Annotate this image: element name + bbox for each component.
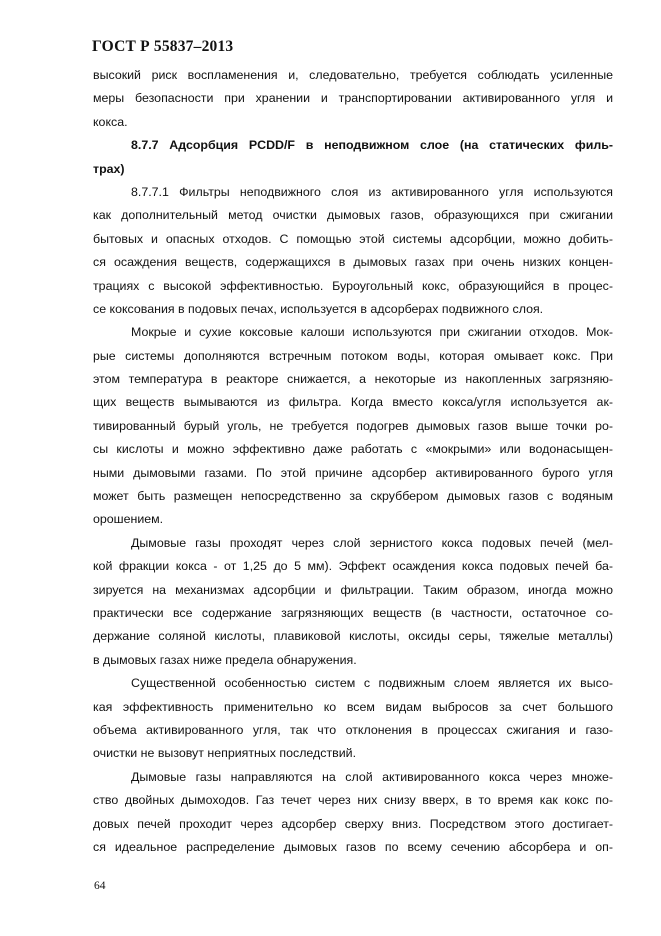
text-line: Дымовые газы проходят через слой зернистого кокса подовых печей (мел-	[131, 535, 613, 550]
text-line: щих веществ вымываются из фильтра. Когда вместо кокса/угля используется ак-	[93, 395, 613, 410]
text-line: ся осаждения веществ, содержащихся в дымовых газах при очень низких концен-	[93, 255, 613, 270]
text-line: держание соляной кислоты, плавиковой кислоты, оксиды серы, тяжелые металлы)	[93, 629, 613, 644]
text-line: зируется на механизмах адсорбции и фильтрации. Таким образом, иногда можно	[93, 582, 613, 597]
text-line: рые системы дополняются встречным потоком воды, которая омывает кокс. При	[93, 348, 613, 363]
text-line: ся идеальное распределение дымовых газов по всему сечению абсорбера и оп-	[93, 839, 613, 854]
text-line: Мокрые и сухие коксовые калоши используются при сжигании отходов. Мок-	[131, 325, 613, 340]
document-body	[93, 64, 613, 859]
paragraph-wet-dry-coke	[93, 321, 613, 532]
text-line: тивированный бурый уголь, не требуется подогрев дымовых газов выше точки ро-	[93, 418, 613, 433]
text-line: Дымовые газы направляются на слой активированного кокса через множе-	[131, 769, 613, 784]
text-line: этом температура в реакторе снижается, а некоторые из накопленных загрязняю-	[93, 372, 613, 387]
paragraph-continuation	[93, 64, 613, 134]
text-line: очистки не вызовут неприятных последствий.	[93, 746, 357, 761]
text-line: бытовых и опасных отходов. С помощью этой системы адсорбции, можно добить-	[93, 231, 613, 246]
document-header: ГОСТ Р 55837–2013	[92, 38, 234, 55]
text-line: практически все содержание загрязняющих веществ (в частности, остаточное со-	[93, 605, 613, 620]
text-line: кая эффективность применительно ко всем видам выбросов за счет большого	[93, 699, 613, 714]
text-line: довых печей проходит через адсорбер сверху вниз. Посредством этого достигает-	[93, 816, 613, 831]
text-line: может быть размещен непосредственно за скруббером дымовых газов с водяным	[93, 489, 613, 504]
text-line: Существенной особенностью систем с подвижным слоем является их высо-	[131, 676, 613, 691]
text-line: ными дымовыми газами. По этой причине адсорбер активированного бурого угля	[93, 465, 613, 480]
text-line: се коксования в подовых печах, используется в адсорберах подвижного слоя.	[93, 301, 544, 316]
text-line: высокий риск воспламенения и, следовательно, требуется соблюдать усиленные	[93, 68, 613, 82]
text-line: кой фракции кокса - от 1,25 до 5 мм). Эффект осаждения кокса подовых печей ба-	[93, 559, 613, 574]
paragraph-moving-bed	[93, 672, 613, 766]
page-number: 64	[94, 880, 106, 892]
paragraph-8-7-7-1	[93, 181, 613, 321]
heading-line: 8.7.7 Адсорбция PCDD/F в неподвижном слое (на статических филь-	[131, 138, 613, 153]
text-line: в дымовых газах ниже предела обнаружения.	[93, 652, 357, 667]
text-line: сы кислоты и можно эффективно даже работать с «мокрыми» или водонасыщен-	[93, 442, 613, 457]
paragraph-gas-direction	[93, 766, 613, 860]
text-line: трациях с высокой эффективностью. Буроугольный кокс, образующийся в процес-	[93, 278, 613, 293]
text-line: ство двойных дымоходов. Газ течет через них снизу вверх, в то время как кокс по-	[93, 793, 613, 808]
text-line: орошением.	[93, 512, 164, 527]
section-heading-8-7-7	[93, 134, 613, 181]
text-line: как дополнительный метод очистки дымовых газов, образующихся при сжигании	[93, 208, 613, 223]
text-line: 8.7.7.1 Фильтры неподвижного слоя из активированного угля используются	[131, 184, 613, 199]
heading-line: трах)	[93, 161, 125, 176]
text-line: кокса.	[93, 114, 128, 129]
text-line: объема активированного угля, так что отклонения в процессах сжигания и газо-	[93, 722, 613, 737]
paragraph-flue-gas-layer	[93, 532, 613, 672]
text-line: меры безопасности при хранении и транспортировании активированного угля и	[93, 91, 613, 106]
